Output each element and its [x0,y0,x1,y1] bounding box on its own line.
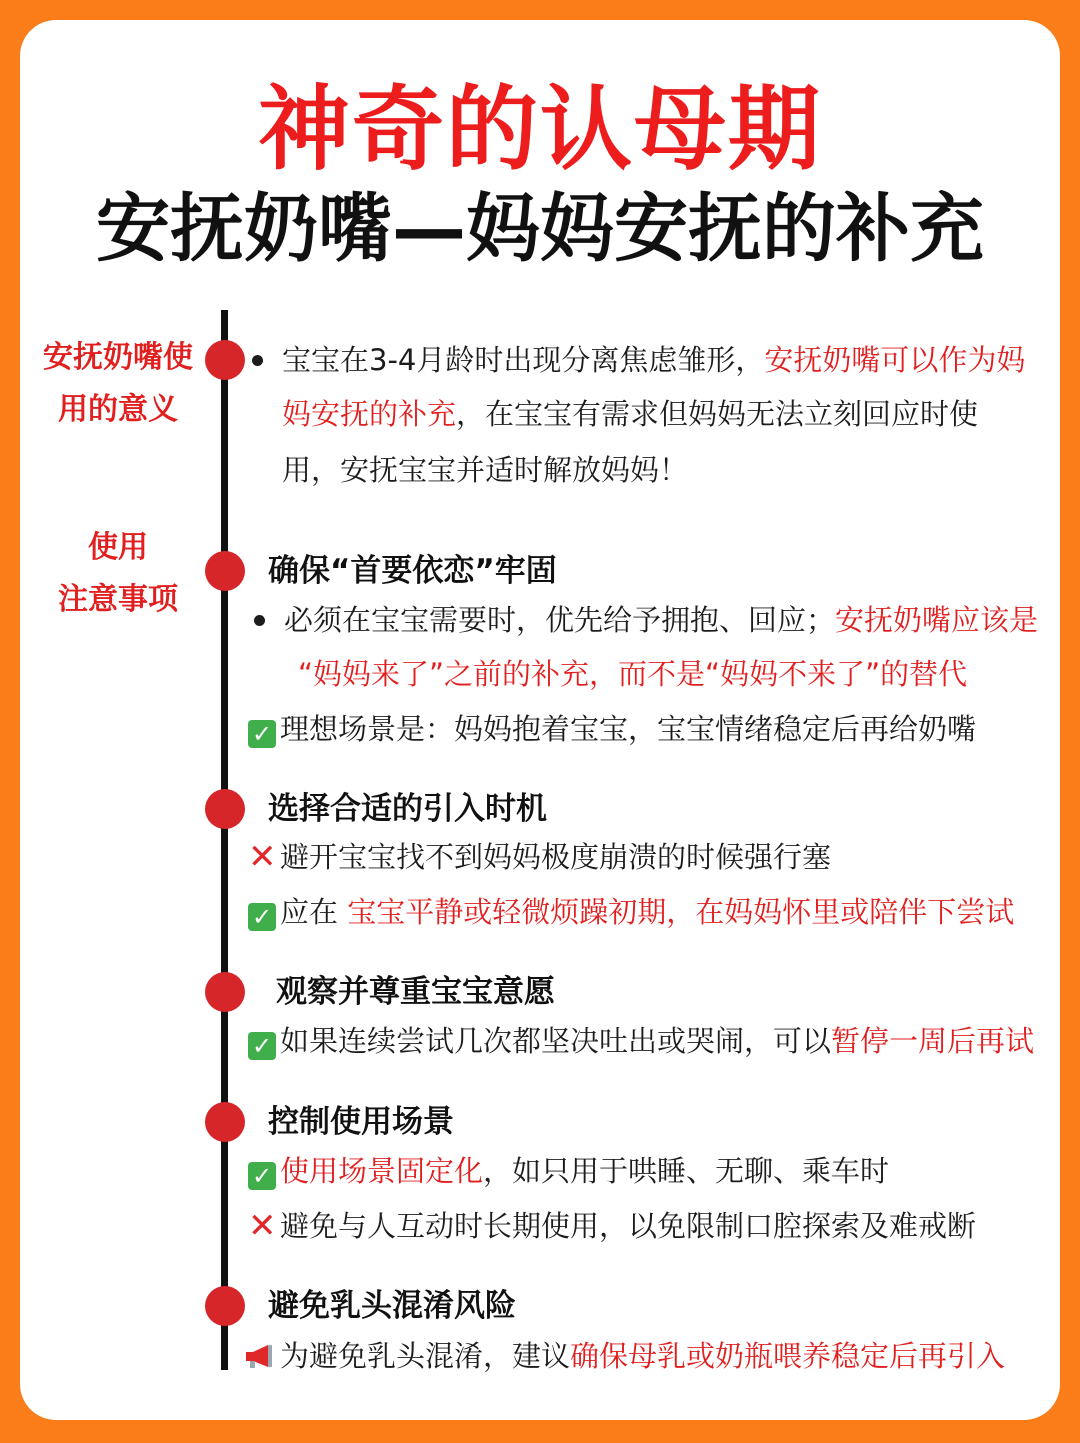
cross-mark-icon: ✕ [248,837,277,877]
bullet-icon [252,355,263,366]
subtitle: 安抚奶嘴—妈妈安抚的补充 [96,186,984,272]
confusion-line: 为避免乳头混淆，建议确保母乳或奶瓶喂养稳定后再引入 [244,1336,1005,1376]
check-mark-icon: ✓ [248,903,276,931]
main-title: 神奇的认母期 [257,76,822,183]
check-mark-icon: ✓ [248,1032,276,1060]
timeline-dot-attachment [205,551,245,591]
bullet-icon [254,615,265,626]
timing-cross-line: ✕ 避开宝宝找不到妈妈极度崩溃的时候强行塞 [248,837,832,877]
meaning-line-3: 用，安抚宝宝并适时解放妈妈！ [282,453,689,487]
timeline-line [221,310,228,1370]
section-heading-confusion: 避免乳头混淆风险 [268,1288,516,1324]
scenes-check-line: ✓ 使用场景固定化，如只用于哄睡、无聊、乘车时 [248,1151,889,1191]
timing-check-line: ✓ 应在 宝宝平静或轻微烦躁初期，在妈妈怀里或陪伴下尝试 [248,892,1014,932]
meaning-line-1: 宝宝在3-4月龄时出现分离焦虑雏形，安抚奶嘴可以作为妈 [282,343,1026,377]
attachment-line-2: “妈妈来了”之前的补充，而不是“妈妈不来了”的替代 [298,657,968,691]
scenes-cross-line: ✕ 避免与人互动时长期使用，以免限制口腔探索及难戒断 [248,1206,977,1246]
section-heading-observe: 观察并尊重宝宝意愿 [276,974,555,1010]
megaphone-icon [244,1342,278,1370]
timeline-dot-observe [205,972,245,1012]
attachment-line-1: 必须在宝宝需要时，优先给予拥抱、回应；安抚奶嘴应该是 [284,603,1039,637]
attachment-check-line: ✓ 理想场景是：妈妈抱着宝宝，宝宝情绪稳定后再给奶嘴 [248,709,976,749]
timeline-dot-meaning [205,340,245,380]
cross-mark-icon: ✕ [248,1206,277,1246]
section-heading-scenes: 控制使用场景 [268,1104,454,1140]
timeline-dot-timing [205,789,245,829]
side-label-notes: 使用 注意事项 [58,530,178,617]
observe-check-line: ✓ 如果连续尝试几次都坚决吐出或哭闹，可以暂停一周后再试 [248,1021,1034,1061]
side-label-meaning: 安抚奶嘴使 用的意义 [43,340,193,427]
section-heading-timing: 选择合适的引入时机 [268,791,547,827]
timeline-dot-confusion [205,1286,245,1326]
section-heading-attachment: 确保“首要依恋”牢固 [268,553,557,589]
meaning-line-2: 妈安抚的补充，在宝宝有需求但妈妈无法立刻回应时使 [282,397,979,431]
check-mark-icon: ✓ [248,720,276,748]
check-mark-icon: ✓ [248,1162,276,1190]
timeline-dot-scenes [205,1102,245,1142]
